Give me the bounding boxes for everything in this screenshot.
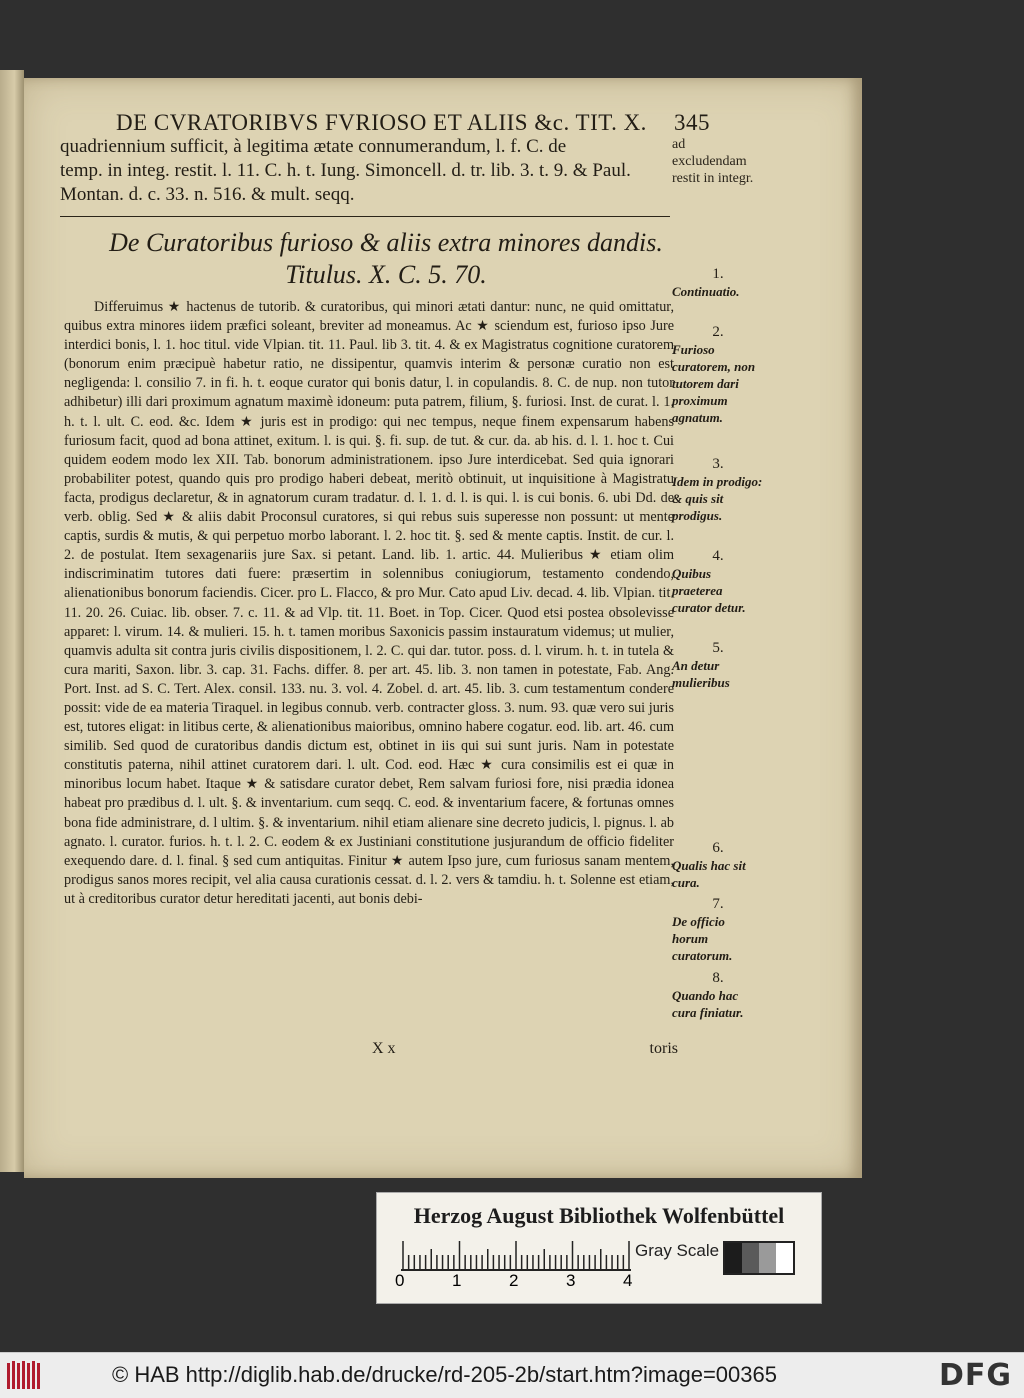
ruler-label: 1 (452, 1271, 462, 1290)
previous-page-edge (0, 70, 24, 1172)
chapter-subtitle: Titulus. X. C. 5. 70. (285, 260, 487, 289)
ruler-label: 3 (566, 1271, 576, 1290)
intro-line-3: Montan. d. c. 33. n. 516. & mult. seqq. (60, 184, 355, 205)
margin-note-1: 1. Continuatio. (672, 266, 740, 299)
top-margin-note: ad excludendam restit in integr. (672, 137, 754, 186)
margin-note-2: 2. Furioso curatorem, non tutorem dari proximum agnatum. (672, 324, 756, 425)
gray-scale-label: Gray Scale (635, 1241, 720, 1260)
body-text (64, 298, 674, 909)
margin-note-7: 7. De officio horum curatorum. (672, 896, 733, 963)
scale-ruler (401, 1241, 631, 1271)
margin-note-5: 5. An detur mulieribus (672, 640, 730, 690)
dfg-logo: DFG (938, 1358, 1012, 1393)
ruler-ticks (401, 1241, 631, 1271)
body-paragraph: Differuimus ★ hactenus de tutorib. & curatoribus, qui minori ætati dantur: nunc, ne quid omittatur, quibus extra minores iidem præfici soleant, breviter ad moneamus. Ac ★ sciendum est, furioso ipso Jure interdici bonis, l. 1. hoc titul. vide Vlpian. tit. 11. Paul. lib 3. tit. 4. & ex Magistratus cognitione curatorem (bonorum enim præcipuè habetur ratio, ne dissipentur, quamvis interim & personæ curatio non est negligenda: l. consilio 7. in fi. h. t. eoque curator qui bonis datur, l. in copulandis. 8. C. de nup. non tutor adhibetur) illi dari proximum agnatum maximè idoneum: puta patrem, filium, §. furiosi. Inst. de curat. l. 1. h. t. l. ult. C. eod. &c. Idem ★ juris est in prodigo: qui nec tempus, neque finem expensarum habens furiosum facit, quod ad bona attinet, exitum. l. is qui. §. fi. sup. de tut. & cur. da. ab his. d. l. 1. hoc t. Cui quidem eodem modo lex XII. Tab. bonorum administrationem. ipso Jure interdicebat. Sed quia ignorari probabiliter potest, quando quis pro prodigo haberi debeat, meritò obtinuit, ut inquisitione à Magistratu facta, prodigus declaretur, & in agnatorum curam tradatur. d. l. 1. d. l. is qui. l. is cui bonis. 6. ubi Dd. de verb. oblig. Sed ★ & aliis dabit Proconsul curatores, si qui rebus suis superesse non possunt: ut mente captis, surdis & mutis, & qui perpetuo morbo laborant. l. 2. hoc tit. §. sed & mente captis. Instit. de cur. l. 2. de postulat. Item sexagenariis jure Sax. si petant. Land. lib. 1. artic. 44. Mulieribus ★ etiam olim indiscriminatim tutores dati fuere: præsertim in solennibus coniugiorum, testamento condendo, alienationibus bonorum faciendis. Cicer. pro L. Flacco, & pro Mur. Cato apud Liv. decad. 4. lib. Vlpian. tit. 11. 20. 26. Cuiac. lib. obser. 7. c. 11. & ad Vlp. tit. 11. Boet. in Top. Cicer. Quod etsi postea obsolevisse apparet: l. virum. 14. & mulieri. 15. h. t. tamen moribus Saxonicis passim instauratum videmus; ut mulier, quamvis adulta sit contra juris civilis dispositionem, l. 2. C. qui dar. tutor. poss. d. l. virum. h. t. in tutela & cura mariti, Saxon. libr. 3. cap. 31. Fachs. differ. 8. per art. 45. lib. 3. non tamen in potestate, Fab. Ang. Port. Inst. ad S. C. Tert. Alex. consil. 133. nu. 3. vol. 4. Zobel. d. art. 45. lib. 3. cum testamentum condere possit: vide de ea materia Tiraquel. in legibus connub. verb. contracter gloss. 3. num. 93. quæ vero sui juris est, tutores eligat: in litibus certe, & alienationibus maioribus, omnino habere cogatur. eod. lib. art. 46. cum similib. Sed quod de curatoribus dandis dictum est, obtinet in iis qui sui sunt juris. Nam in potestate constitutis paterna, nihil attinet curatorem dari. l. ult. Cod. eod. Hæc ★ cura consimilis est ei quæ in minoribus locum habet. Itaque ★ & satisdare curator debet, Rem salvam furiosi fore, nisi prædia idonea habeat pro prædibus d. l. ult. §. & inventarium. cum seqq. C. eod. & inventarium facere, & fortunas omnes bona fide administrare, d. l ultim. §. & inventarium. nihil etiam alienare sine decreto judicis, l. pignus. l. ab agnato. l. curator. furios. h. t. l. 2. C. eodem & ex Justiniani constitutione jusjurandum de officio fideliter exequendo dare. d. l. final. § sed cum antiquitas. Finitur ★ autem Ipso jure, cum furiosus sanam mentem, prodigus sanos mores recipit, vel alia causa curationis cessat. d. l. 2. vers & tamdiu. h. t. Solenne est etiam, ut à creditoribus curator detur hereditati jacenti, aut bonis debi- (64, 299, 674, 907)
page-foot (64, 1040, 678, 1064)
chapter-title: De Curatoribus furioso & aliis extra minores dandis. (109, 228, 663, 257)
margin-note-8: 8. Quando hac cura finiatur. (672, 970, 744, 1020)
copyright-link[interactable]: © HAB http://diglib.hab.de/drucke/rd-205-2b/start.htm?image=00365 (112, 1362, 777, 1387)
margin-note-4: 4. Quibus praeterea curator detur. (672, 548, 746, 615)
hab-bars-icon (6, 1359, 44, 1391)
intro-text (60, 135, 680, 207)
gray-swatch (742, 1243, 759, 1273)
section-divider (60, 216, 670, 217)
ruler-label: 2 (509, 1271, 519, 1290)
gray-swatch (776, 1243, 793, 1273)
catchword: toris (649, 1040, 678, 1057)
footer-bar (0, 1352, 1024, 1398)
scanned-page (24, 78, 862, 1178)
intro-line-2: temp. in integ. restit. l. 11. C. h. t. Iung. Simoncell. d. tr. lib. 3. t. 9. & Paul. (60, 160, 631, 181)
ruler-label: 4 (623, 1271, 633, 1290)
signature-mark: X x (372, 1040, 396, 1057)
margin-note-6: 6. Qualis hac sit cura. (672, 840, 746, 890)
margin-note-3: 3. Idem in prodigo: & quis sit prodigus. (672, 456, 763, 523)
gray-scale-swatches (723, 1241, 795, 1275)
library-color-card (376, 1192, 822, 1304)
page-number: 345 (674, 110, 710, 135)
running-header (116, 110, 710, 136)
gray-swatch (725, 1243, 742, 1273)
gray-swatch (759, 1243, 776, 1273)
intro-line-1: quadriennium sufficit, à legitima ætate connumerandum, l. f. C. de (60, 136, 567, 157)
library-name: Herzog August Bibliothek Wolfenbüttel (413, 1203, 785, 1228)
header-title: DE CVRATORIBVS FVRIOSO ET ALIIS &c. TIT. X. (116, 110, 647, 135)
ruler-label: 0 (395, 1271, 405, 1290)
